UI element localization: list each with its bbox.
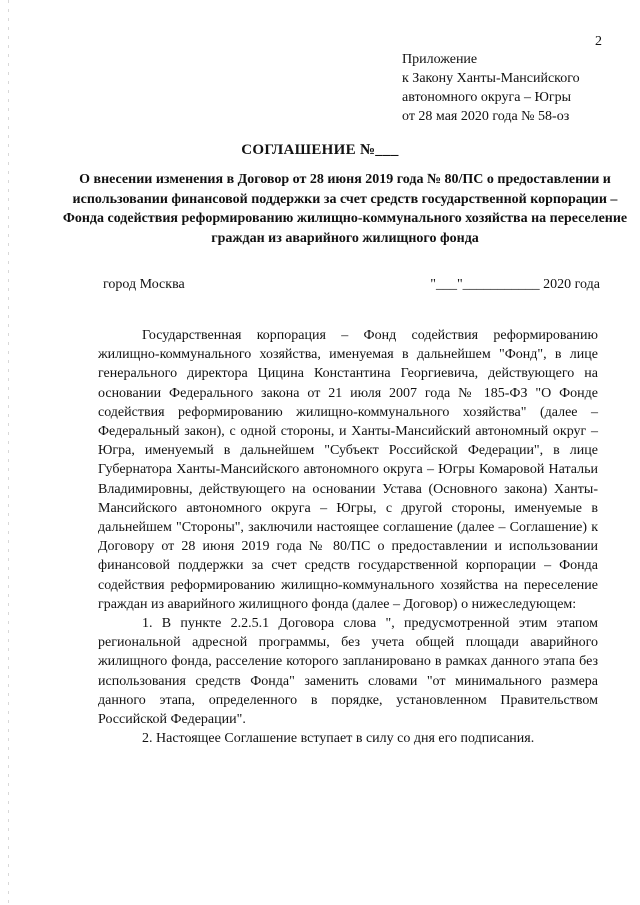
date-label: "___"___________ 2020 года bbox=[430, 277, 600, 292]
clause-2-paragraph: 2. Настоящее Соглашение вступает в силу со дня его подписания. bbox=[142, 731, 535, 747]
agreement-subject: О внесении изменения в Договор от 28 июня 2019 года № 80/ПС о предоставлении и использовании финансовой поддержки за счет средств государственной корпорации – Фонда содействия реформированию жилищно-коммунального хозяйства на переселение граждан из аварийного жилищного фонда bbox=[62, 172, 628, 246]
appendix-line: от 28 мая 2020 года № 58-оз bbox=[402, 109, 570, 124]
clause-1-paragraph: 1. В пункте 2.2.5.1 Договора слова ", предусмотренной этим этапом региональной адресной программы, без учета общей площади аварийного жилищного фонда, расселение которого запланировано в рамках данного этапа без использования средств Фонда" заменить словами "от минимального размера данного этапа, определенного в порядке, установленном Правительством Российской Федерации". bbox=[98, 616, 598, 728]
agreement-title: СОГЛАШЕНИЕ №___ bbox=[241, 142, 399, 158]
scan-margin-line bbox=[8, 0, 9, 905]
appendix-header bbox=[402, 50, 580, 126]
appendix-line: Приложение bbox=[402, 52, 478, 67]
agreement-body bbox=[98, 326, 598, 748]
preamble-paragraph: Государственная корпорация – Фонд содействия реформированию жилищно-коммунального хозяйства, именуемая в дальнейшем "Фонд", в лице генерального директора Цицина Константина Георгиевича, действующего на основании Федерального закона от 21 июля 2007 года № 185-ФЗ "О Фонде содействия реформированию жилищно-коммунального хозяйства" (далее – Федеральный закон), с одной стороны, и Ханты-Мансийский автономный округ – Югра, именуемый в дальнейшем "Субъект Российской Федерации", в лице Губернатора Ханты-Мансийского автономного округа – Югры Комаровой Натальи Владимировны, действующего на основании Устава (Основного закона) Ханты-Мансийского автономного округа – Югры, с другой стороны, именуемые в дальнейшем "Стороны", заключили настоящее соглашение (далее – Соглашение) к Договору от 28 июня 2019 года № 80/ПС о предоставлении и использовании финансовой поддержки за счет средств государственной корпорации – Фонда содействия реформированию жилищно-коммунального хозяйства на переселение граждан из аварийного жилищного фонда (далее – Договор) о нижеследующем: bbox=[98, 328, 598, 612]
appendix-line: автономного округа – Югры bbox=[402, 90, 571, 105]
appendix-line: к Закону Ханты-Мансийского bbox=[402, 71, 580, 86]
city-label: город Москва bbox=[103, 277, 185, 292]
page-number: 2 bbox=[595, 34, 602, 49]
